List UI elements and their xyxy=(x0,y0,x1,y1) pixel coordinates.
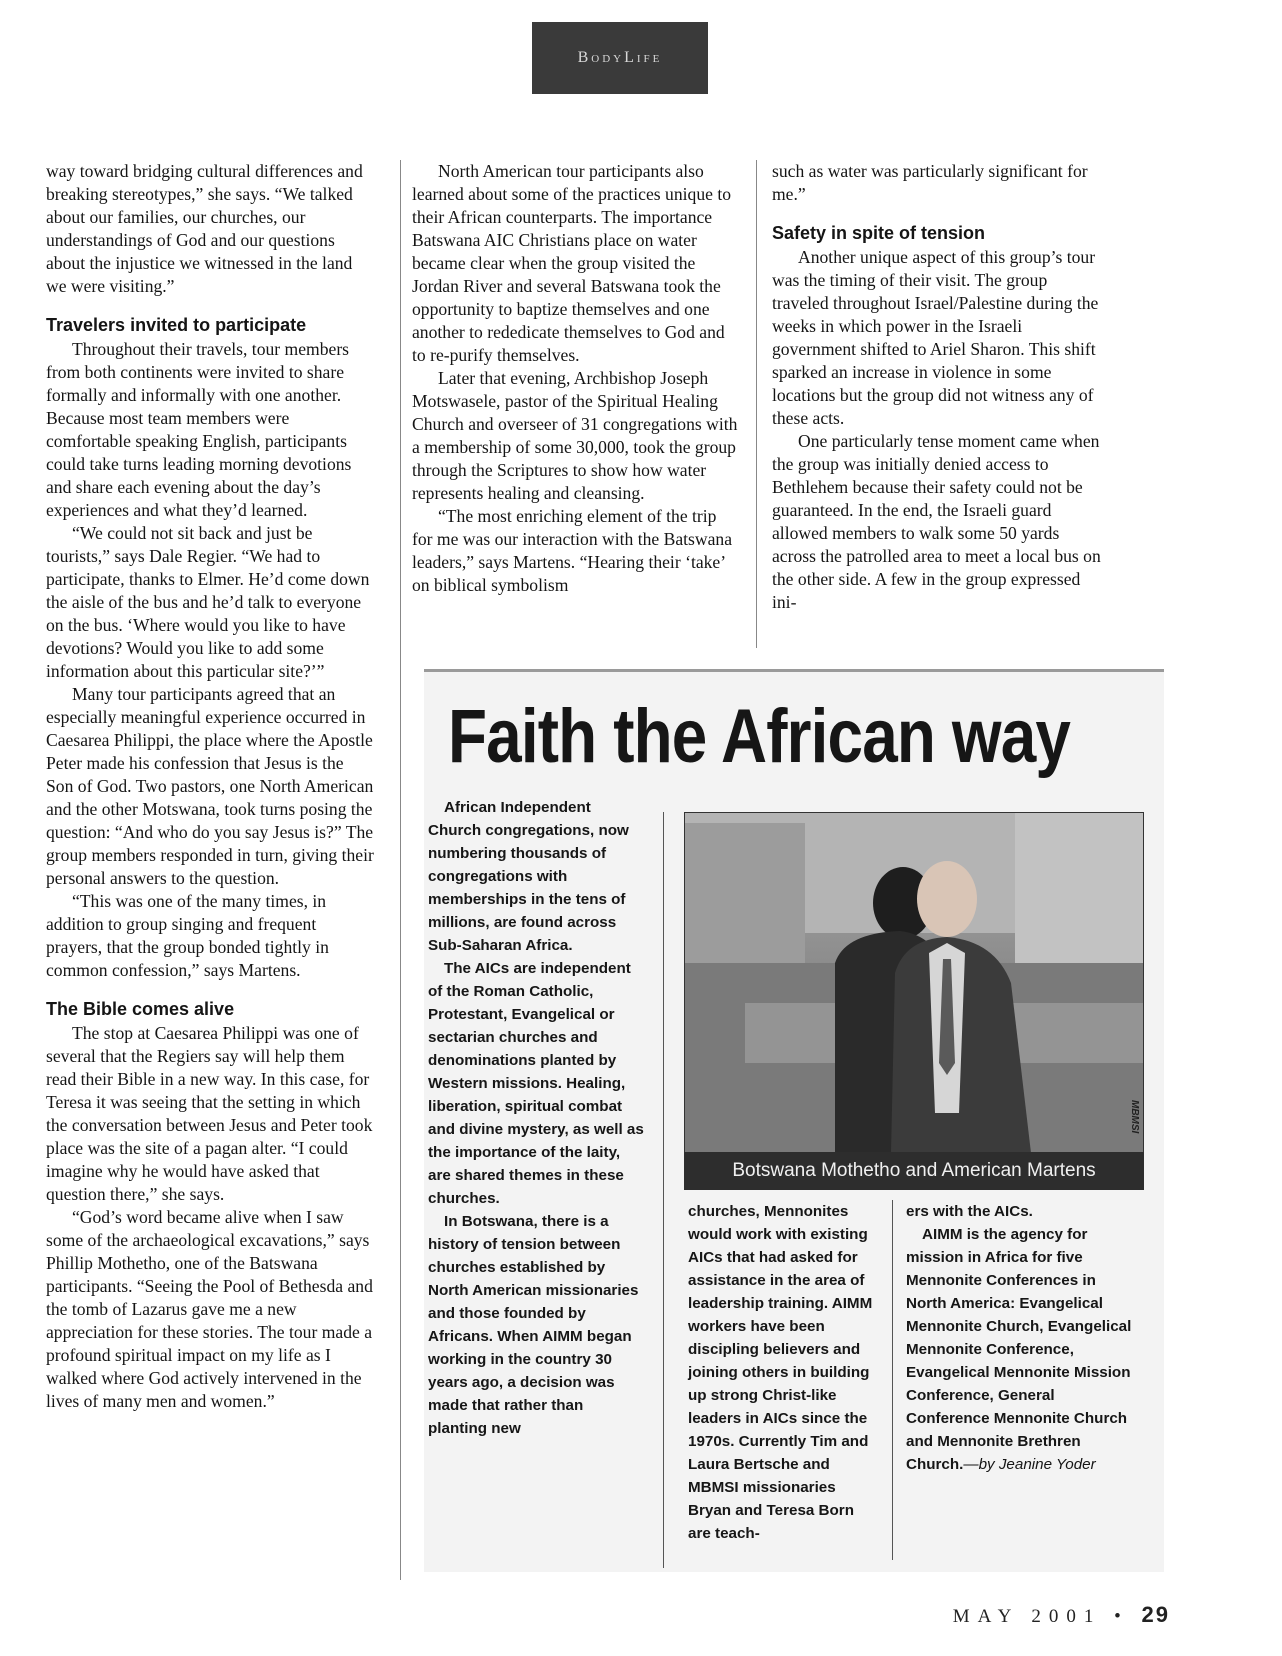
photo xyxy=(684,812,1144,1154)
paragraph: “We could not sit back and just be tourists,” says Dale Regier. “We had to participate, thanks to Elmer. He’d come down the aisle of the bus and he’d talk to everyone on the bus. ‘Where would you like to have devotions? Would you like to add some information about this particular site?’” xyxy=(46,523,370,681)
photo-image xyxy=(685,813,1143,1153)
photo-caption xyxy=(684,1152,1144,1190)
sidebar-headline: Faith the African way xyxy=(448,694,1071,779)
paragraph: Another unique aspect of this group’s tour was the timing of their visit. The group traveled throughout Israel/Palestine during the weeks in which power in the Israeli government shifted to Ariel Sharon. This shift sparked an increase in violence in some locations but the group did not witness any of these acts. xyxy=(772,247,1099,428)
sidebar-paragraph xyxy=(906,1223,1138,1476)
sidebar-paragraph: In Botswana, there is a history of tension between churches established by North American missionaries and those founded by Africans. When AIMM began working in the country 30 years ago, a decision was made that rather than planting new xyxy=(428,1213,639,1437)
paragraph: Many tour participants agreed that an especially meaningful experience occurred in Caesarea Philippi, the place where the Apostle Peter made his confession that Jesus is the Son of God. Two pastors, one North American and the other Motswana, took turns posing the question: “And who do you say Jesus is?” The group members responded in turn, giving their personal answers to the question. xyxy=(46,684,374,888)
sidebar-paragraph-text: AIMM is the agency for mission in Africa for five Mennonite Conferences in North America: Evangelical Mennonite Church, Evangelical Mennonite Conference, Evangelical Mennonite Mission Conference, General Conference Mennonite Church and Mennonite Brethren Church. xyxy=(906,1226,1132,1473)
column-divider xyxy=(756,160,757,648)
byline: —by Jeanine Yoder xyxy=(963,1456,1096,1473)
paragraph: Later that evening, Archbishop Joseph Motswasele, pastor of the Spiritual Healing Church and overseer of 31 congregations with a membership of some 30,000, took the group through the Scriptures to show how water represents healing and cleansing. xyxy=(412,368,738,503)
paragraph: Throughout their travels, tour members from both continents were invited to share formally and informally with one another. Because most team members were comfortable speaking English, participants could take turns leading morning devotions and share each evening about the day’s experiences and what they’d learned. xyxy=(46,339,352,520)
sidebar-paragraph: ers with the AICs. xyxy=(906,1203,1033,1220)
subhead-travelers: Travelers invited to participate xyxy=(46,315,307,335)
sidebar-paragraph: churches, Mennonites would work with existing AICs that had asked for assistance in the area of leadership training. AIMM workers have been discipling believers and joining others in building up strong Christ-like leaders in AICs since the 1970s. Currently Tim and Laura Bertsche and MBMSI missionaries Bryan and Teresa Born are teach- xyxy=(688,1203,873,1542)
paragraph: way toward bridging cultural differences and breaking stereotypes,” she says. “We talked about our families, our churches, our understandings of God and our questions about the injustice we witnessed in the land we were visiting.” xyxy=(46,161,363,296)
sidebar-column-2 xyxy=(688,1200,880,1545)
subhead-bible: The Bible comes alive xyxy=(46,999,235,1019)
paragraph: North American tour participants also learned about some of the practices unique to their African counterparts. The importance Batswana AIC Christians place on water became clear when the group visited the Jordan River and several Batswana took the opportunity to baptize themselves and one another to rededicate themselves to God and to re-purify themselves. xyxy=(412,161,732,365)
sidebar-divider xyxy=(663,812,664,1568)
photo-credit: MBMSI xyxy=(1129,1100,1140,1134)
paragraph: One particularly tense moment came when the group was initially denied access to Bethlehem because their safety could not be guaranteed. In the end, the Israeli guard allowed members to walk some 50 yards across the patrolled area to meet a local bus on the other side. A few in the group expressed ini- xyxy=(772,431,1101,612)
sidebar-paragraph: African Independent Church congregations, now numbering thousands of congregations with memberships in the tens of millions, are found across Sub-Saharan Africa. xyxy=(428,799,629,954)
paragraph: “This was one of the many times, in addition to group singing and frequent prayers, that the group bonded tightly in common confession,” says Martens. xyxy=(46,891,329,980)
paragraph: such as water was particularly significant for me.” xyxy=(772,161,1088,204)
sidebar-divider xyxy=(892,1200,893,1560)
paragraph: The stop at Caesarea Philippi was one of several that the Regiers say will help them read their Bible in a new way. In this case, for Teresa it was seeing that the setting in which the conversation between Jesus and Peter took place was the site of a pagan alter. “I could imagine why he would have asked that question there,” she says. xyxy=(46,1023,373,1204)
section-header xyxy=(532,22,708,94)
sidebar-paragraph: The AICs are independent of the Roman Catholic, Protestant, Evangelical or sectarian churches and denominations planted by Western missions. Healing, liberation, spiritual combat and divine mystery, as well as the importance of the laity, are shared themes in these churches. xyxy=(428,960,644,1207)
photo-caption-text: Botswana Mothetho and American Martens xyxy=(732,1160,1096,1181)
column-3 xyxy=(772,160,1102,614)
page-number: 29 xyxy=(1141,1602,1170,1627)
subhead-safety: Safety in spite of tension xyxy=(772,223,986,243)
paragraph: “God’s word became alive when I saw some of the archaeological excavations,” says Phillip Mothetho, one of the Batswana participants. “Seeing the Pool of Bethesda and the tomb of Lazarus gave me a new appreciation for these stories. The tour made a profound spiritual impact on my life as I walked where God actively intervened in the lives of many men and women.” xyxy=(46,1207,373,1411)
folio-bullet: • xyxy=(1114,1606,1129,1627)
column-2 xyxy=(412,160,740,597)
section-label: BodyLife xyxy=(577,49,663,66)
column-1 xyxy=(46,160,374,1413)
folio xyxy=(890,1602,1170,1628)
sidebar-column-1 xyxy=(428,796,646,1440)
folio-date: MAY 2001 xyxy=(952,1606,1102,1627)
column-divider xyxy=(400,160,401,1580)
paragraph: “The most enriching element of the trip for me was our interaction with the Batswana leaders,” says Martens. “Hearing their ‘take’ on biblical symbolism xyxy=(412,506,733,595)
sidebar-column-3 xyxy=(906,1200,1138,1476)
